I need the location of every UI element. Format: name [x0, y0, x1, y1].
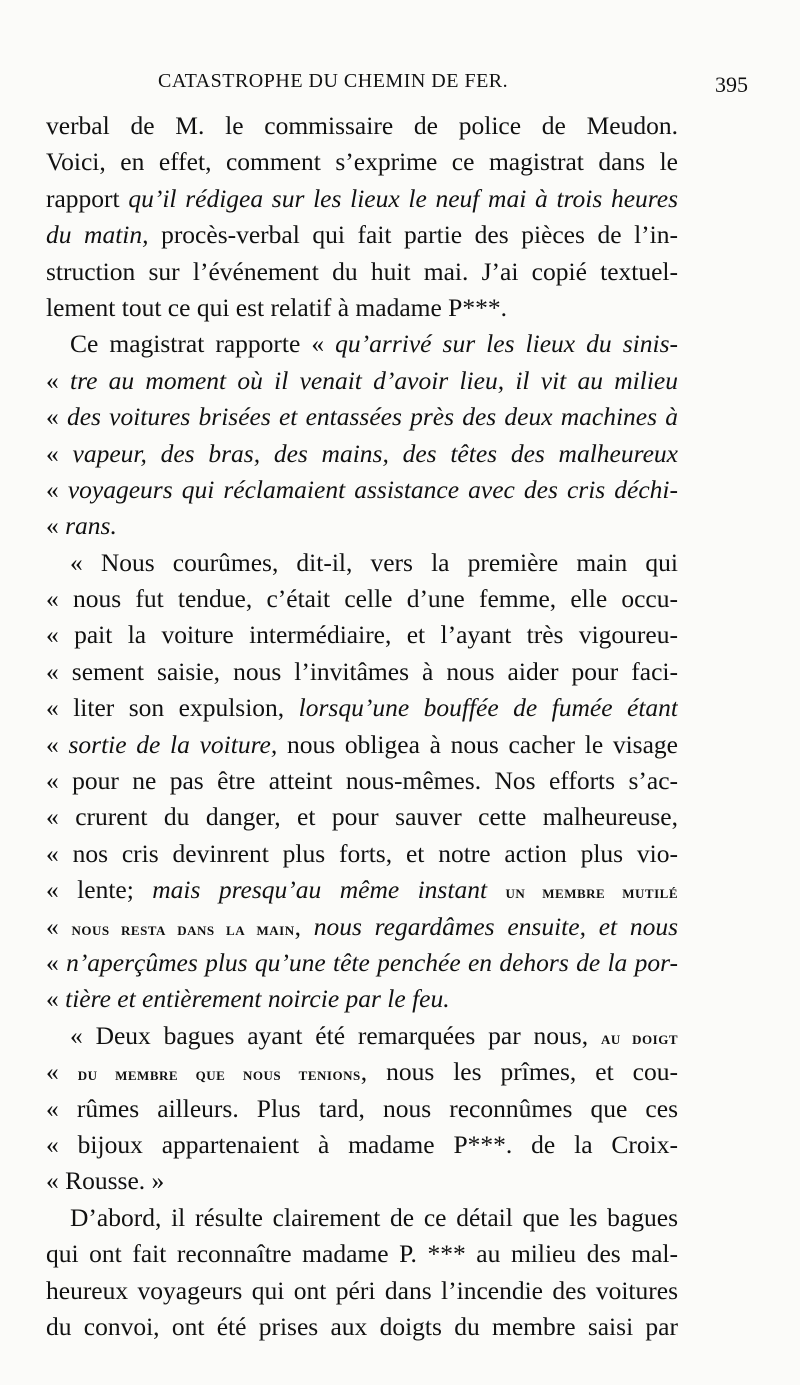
text-line: [46, 1127, 678, 1163]
text-segment: nous obligea à nous cacher le visage: [277, 729, 678, 759]
text-segment: Voici, en effet, comment s’exprime ce magistrat dans le: [46, 147, 678, 177]
small-caps-text: au doigt: [600, 1027, 678, 1048]
text-segment: « Nous courûmes, dit-il, vers la première main qui: [70, 547, 678, 577]
text-line: [46, 545, 678, 581]
text-line: [46, 363, 678, 399]
text-segment: « sement saisie, nous l’invitâmes à nous aider pour faci-: [46, 656, 678, 686]
italic-text: rans.: [65, 511, 117, 541]
text-segment: «: [46, 911, 72, 941]
text-line: [46, 108, 678, 144]
italic-text: nous regardâmes ensuite, et nous: [313, 911, 678, 941]
text-line: [46, 617, 678, 653]
text-segment: Ce magistrat rapporte «: [70, 329, 336, 359]
text-line: [46, 690, 678, 726]
text-line: [46, 836, 678, 872]
text-segment: procès-verbal qui fait partie des pièces de l’in-: [148, 220, 678, 250]
text-segment: «: [46, 365, 71, 395]
text-segment: heureux voyageurs qui ont péri dans l’incendie des voitures: [46, 1275, 678, 1305]
text-line: [46, 436, 678, 472]
italic-text: vapeur, des bras, des mains, des têtes des malheureux: [72, 438, 678, 468]
text-line: [46, 872, 678, 908]
text-segment: ,: [294, 911, 314, 941]
text-segment: «: [46, 729, 69, 759]
small-caps-text: un membre mutilé: [505, 882, 678, 903]
italic-text: mais presqu’au même instant: [152, 875, 506, 905]
text-segment: « liter son expulsion,: [46, 693, 299, 723]
text-segment: D’abord, il résulte clairement de ce détail que les bagues: [70, 1202, 678, 1232]
text-segment: « bijoux appartenaient à madame P***. de la Croix-: [46, 1129, 678, 1159]
text-line: [46, 981, 678, 1017]
text-line: [46, 1018, 678, 1054]
text-line: [46, 909, 678, 945]
page-number: 395: [715, 72, 748, 97]
text-line: [46, 508, 678, 544]
text-segment: , nous les prîmes, et cou-: [360, 1057, 678, 1087]
text-line: [46, 799, 678, 835]
text-segment: verbal de M. le commissaire de police de Meudon.: [46, 111, 678, 140]
text-segment: « pour ne pas être atteint nous-mêmes. Nos efforts s’ac-: [46, 766, 678, 796]
text-line: [46, 1236, 678, 1272]
text-segment: « Rousse. »: [46, 1166, 165, 1196]
text-segment: «: [46, 511, 66, 541]
italic-text: tière et entièrement noircie par le feu.: [65, 984, 450, 1014]
text-line: [46, 581, 678, 617]
text-segment: «: [46, 474, 68, 504]
text-line: [46, 1054, 678, 1090]
text-segment: qui ont fait reconnaître madame P. *** au milieu des mal-: [46, 1239, 678, 1269]
text-segment: « nous fut tendue, c’était celle d’une femme, elle occu-: [46, 584, 678, 614]
text-segment: du convoi, ont été prises aux doigts du membre saisi par: [46, 1311, 678, 1341]
italic-text: du matin,: [46, 220, 149, 250]
italic-text: sortie de la voiture,: [68, 729, 278, 759]
text-segment: «: [46, 984, 66, 1014]
text-segment: «: [46, 438, 73, 468]
text-line: [46, 254, 678, 290]
text-line: [46, 1309, 678, 1345]
text-segment: «: [46, 402, 67, 432]
text-segment: rapport: [46, 183, 129, 213]
italic-text: qu’arrivé sur les lieux du sinis-: [335, 329, 678, 359]
text-line: [46, 654, 678, 690]
text-segment: « Deux bagues ayant été remarquées par nous,: [70, 1020, 601, 1050]
text-line: [46, 763, 678, 799]
text-segment: lement tout ce qui est relatif à madame P***.: [46, 292, 507, 322]
text-segment: «: [46, 1057, 78, 1087]
page-header: [40, 64, 760, 100]
text-segment: « pait la voiture intermédiaire, et l’ayant très vigoureu-: [46, 620, 678, 650]
text-segment: « crurent du danger, et pour sauver cette malheureuse,: [46, 802, 678, 832]
text-line: [46, 144, 678, 180]
text-line: [46, 945, 678, 981]
italic-text: des voitures brisées et entassées près des deux machines à: [66, 402, 678, 432]
text-line: [46, 1091, 678, 1127]
text-segment: «: [46, 947, 67, 977]
text-line: [46, 1163, 678, 1199]
running-title: CATASTROPHE DU CHEMIN DE FER.: [158, 70, 509, 92]
text-segment: « rûmes ailleurs. Plus tard, nous reconnûmes que ces: [46, 1093, 678, 1123]
body-text: [46, 108, 678, 1345]
text-segment: struction sur l’événement du huit mai. J’ai copié textuel-: [46, 256, 678, 286]
text-line: [46, 399, 678, 435]
text-line: [46, 472, 678, 508]
text-line: [46, 1273, 678, 1309]
text-line: [46, 290, 678, 326]
italic-text: n’aperçûmes plus qu’une tête penchée en dehors de la por-: [66, 947, 678, 977]
text-line: [46, 181, 678, 217]
text-line: [46, 1200, 678, 1236]
text-segment: « lente;: [46, 875, 153, 905]
text-line: [46, 217, 678, 253]
small-caps-text: du membre que nous tenions: [77, 1064, 361, 1085]
italic-text: lorsqu’une bouffée de fumée étant: [298, 693, 678, 723]
text-line: [46, 727, 678, 763]
small-caps-text: nous resta dans la main: [71, 918, 295, 939]
italic-text: qu’il rédigea sur les lieux le neuf mai à trois heures: [128, 183, 678, 213]
italic-text: tre au moment où il venait d’avoir lieu, il vit au milieu: [70, 365, 678, 395]
italic-text: voyageurs qui réclamaient assistance avec des cris déchi-: [67, 474, 678, 504]
text-segment: « nos cris devinrent plus forts, et notre action plus vio-: [46, 838, 678, 868]
text-line: [46, 326, 678, 362]
